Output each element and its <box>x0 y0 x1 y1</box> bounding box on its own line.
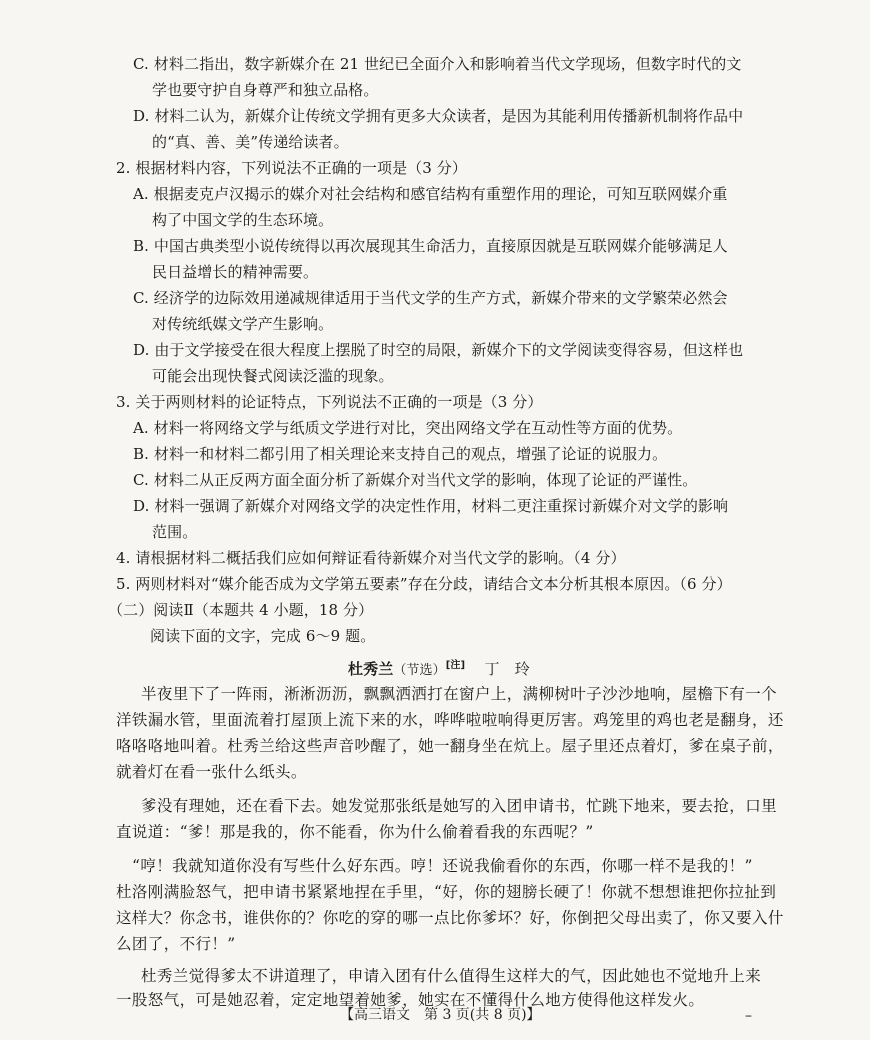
story-p1-line-3: 咯咯咯地叫着。杜秀兰给这些声音吵醒了，她一翻身坐在炕上。屋子里还点着灯，爹在桌子前， <box>116 737 784 755</box>
story-p3-line-3: 这样大？你念书，谁供你的？你吃的穿的哪一点比你爹坏？好，你倒把父母出卖了，你又要入什 <box>116 909 784 927</box>
story-p1-line-4: 就着灯在看一张什么纸头。 <box>116 763 307 781</box>
q2-option-a-line-1: A. 根据麦克卢汉揭示的媒介对社会结构和感官结构有重塑作用的理论，可知互联网媒介重 <box>133 185 728 203</box>
q3-option-a: A. 材料一将网络文学与纸质文学进行对比，突出网络文学在互动性等方面的优势。 <box>133 419 683 437</box>
question-3: 3. 关于两则材料的论证特点，下列说法不正确的一项是（3 分） <box>116 393 543 411</box>
story-p2-line-1: 爹没有理她，还在看下去。她发觉那张纸是她写的入团申请书，忙跳下地来，要去抢，口里 <box>141 797 778 815</box>
corner-mark: – <box>745 1008 752 1024</box>
option-c-line-1: C. 材料二指出，数字新媒介在 21 世纪已全面介入和影响着当代文学现场，但数字时代的文 <box>133 55 742 73</box>
question-2: 2. 根据材料内容，下列说法不正确的一项是（3 分） <box>116 159 467 177</box>
q3-option-c: C. 材料二从正反两方面全面分析了新媒介对当代文学的影响，体现了论证的严谨性。 <box>133 471 698 489</box>
q2-option-a-line-2: 构了中国文学的生态环境。 <box>152 211 334 229</box>
q2-option-c-line-2: 对传统纸媒文学产生影响。 <box>152 315 334 333</box>
story-p4-line-2: 一股怒气，可是她忍着，定定地望着她爹，她实在不懂得什么地方使得他这样发火。 <box>116 991 705 1009</box>
story-p1-line-1: 半夜里下了一阵雨，淅淅沥沥，飘飘洒洒打在窗户上，满柳树叶子沙沙地响，屋檐下有一个 <box>141 685 778 703</box>
story-title <box>348 656 530 681</box>
section-heading: （二）阅读Ⅱ（本题共 4 小题，18 分） <box>108 601 374 619</box>
q2-option-d-line-2: 可能会出现快餐式阅读泛滥的现象。 <box>152 367 394 385</box>
question-4: 4. 请根据材料二概括我们应如何辩证看待新媒介对当代文学的影响。（4 分） <box>116 549 626 567</box>
story-p3-line-4: 么团了，不行！” <box>116 935 236 953</box>
q3-option-d-line-1: D. 材料一强调了新媒介对网络文学的决定性作用，材料二更注重探讨新媒介对文学的影响 <box>133 497 729 515</box>
q2-option-b-line-1: B. 中国古典类型小说传统得以再次展现其生命活力，直接原因就是互联网媒介能够满足人 <box>133 237 728 255</box>
question-5: 5. 两则材料对“媒介能否成为文学第五要素”存在分歧，请结合文本分析其根本原因。（6 分） <box>116 575 732 593</box>
option-d-line-1: D. 材料二认为，新媒介让传统文学拥有更多大众读者，是因为其能利用传播新机制将作品中 <box>133 107 744 125</box>
story-p3-line-1: “哼！我就知道你没有写些什么好东西。哼！还说我偷看你的东西，你哪一样不是我的！” <box>132 857 753 875</box>
q3-option-d-line-2: 范围。 <box>152 523 198 541</box>
story-title-note: （节选） <box>393 663 446 678</box>
q3-option-b: B. 材料一和材料二都引用了相关理论来支持自己的观点，增强了论证的说服力。 <box>133 445 668 463</box>
story-p2-line-2: 直说道：“爹！那是我的，你不能看，你为什么偷着看我的东西呢？” <box>116 823 594 841</box>
story-p3-line-2: 杜洛刚满脸怒气，把申请书紧紧地捏在手里，“好，你的翅膀长硬了！你就不想想谁把你拉扯到 <box>116 883 777 901</box>
q2-option-d-line-1: D. 由于文学接受在很大程度上摆脱了时空的局限，新媒介下的文学阅读变得容易，但这样也 <box>133 341 744 359</box>
option-c-line-2: 学也要守护自身尊严和独立品格。 <box>152 81 379 99</box>
story-p4-line-1: 杜秀兰觉得爹太不讲道理了，申请入团有什么值得生这样大的气，因此她也不觉地升上来 <box>141 967 762 985</box>
footnote-mark: [注] <box>445 660 466 671</box>
page-footer: 【高三语文 第 3 页(共 8 页)】 <box>340 1007 541 1023</box>
q2-option-b-line-2: 民日益增长的精神需要。 <box>152 263 319 281</box>
story-title-text: 杜秀兰 <box>348 660 394 678</box>
reading-instruction: 阅读下面的文字，完成 6～9 题。 <box>150 627 376 645</box>
story-p1-line-2: 洋铁漏水管，里面流着打屋顶上流下来的水，哗哗啦啦响得更厉害。鸡笼里的鸡也老是翻身，还 <box>116 711 784 729</box>
story-author: 丁 玲 <box>484 660 530 678</box>
option-d-line-2: 的“真、善、美”传递给读者。 <box>152 133 349 151</box>
q2-option-c-line-1: C. 经济学的边际效用递减规律适用于当代文学的生产方式，新媒介带来的文学繁荣必然会 <box>133 289 728 307</box>
